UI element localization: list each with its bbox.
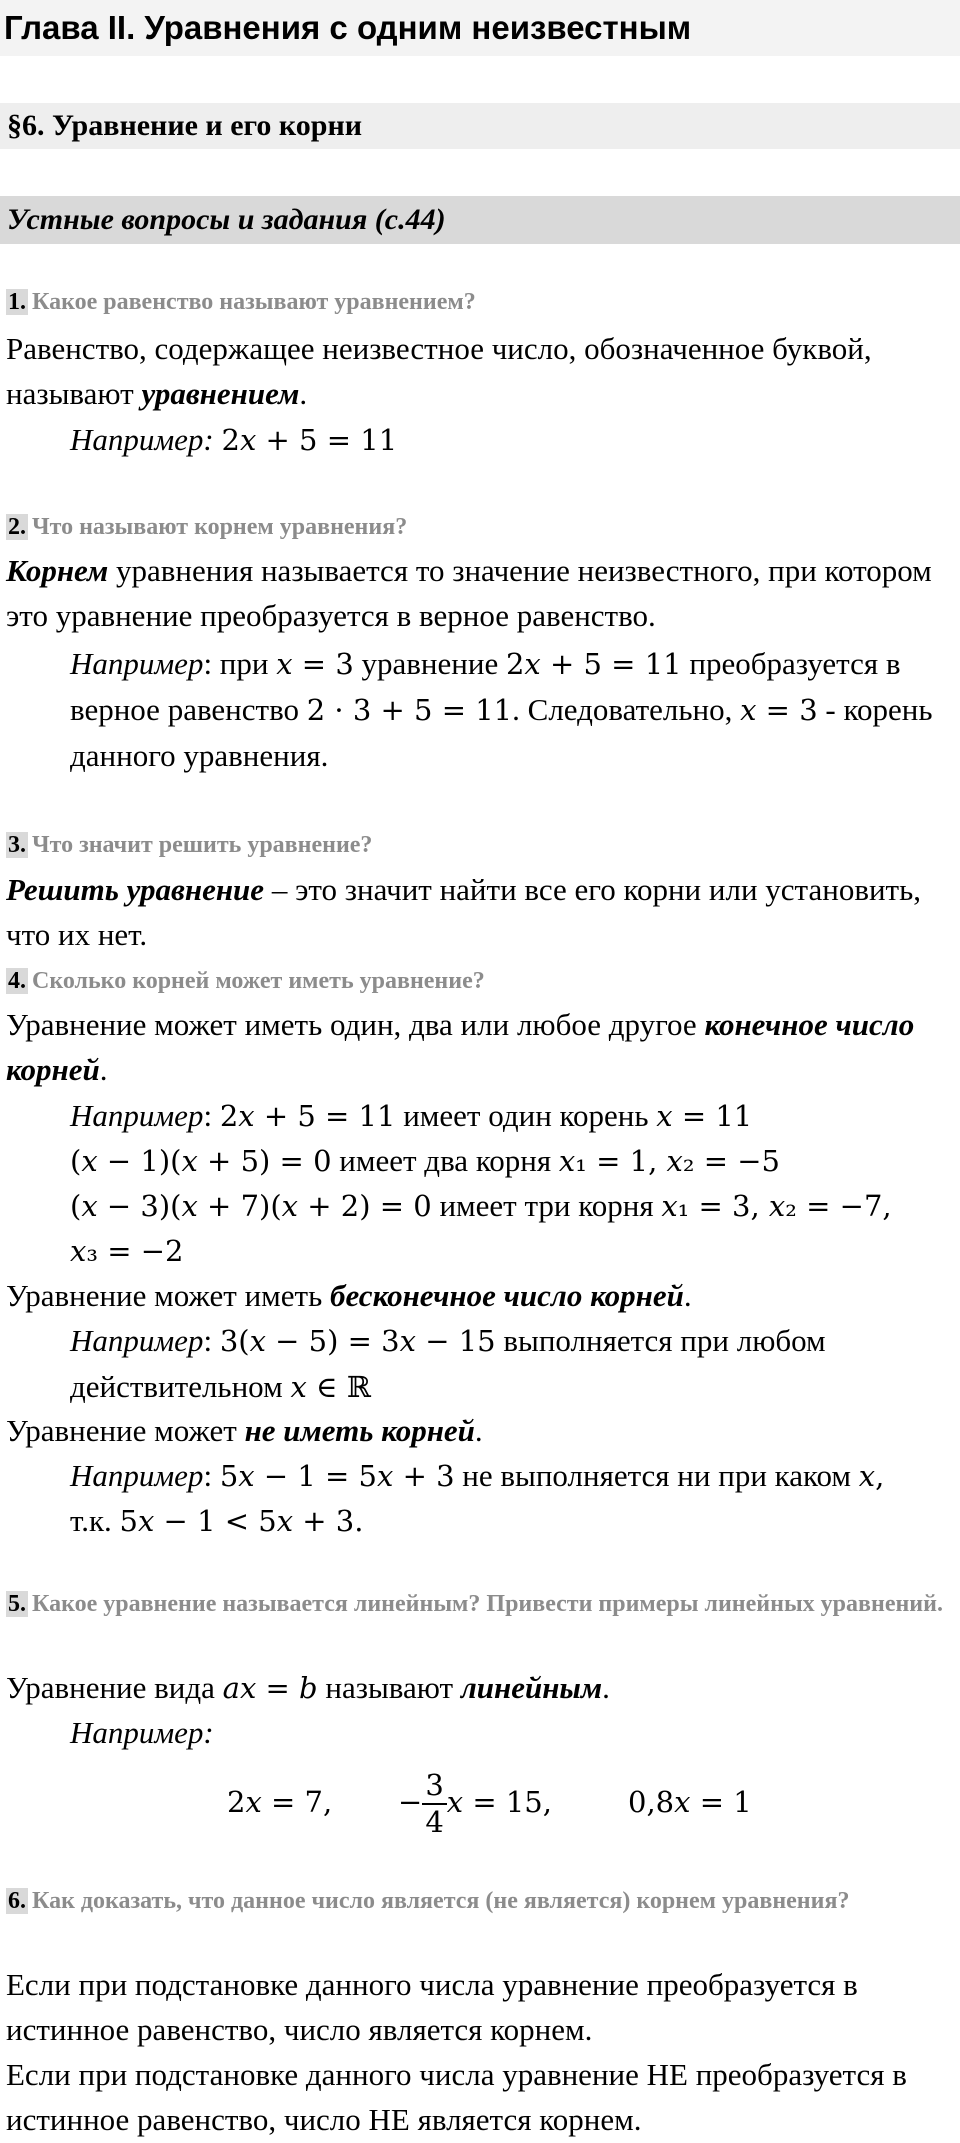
question-4 [6, 962, 946, 1000]
question-number: 1. [8, 289, 26, 315]
text: преобразуется в верное равенство [70, 646, 901, 727]
example-2 [70, 641, 950, 778]
answer-text: Уравнение может иметь один, два или любое другое [6, 1007, 705, 1042]
punct: . [474, 1413, 483, 1448]
formula: 2𝑥 + 5 = 11 [219, 1099, 396, 1133]
formula: 𝑥 = 11 [656, 1099, 753, 1133]
formula: 𝑥₁ = 1, 𝑥₂ = −5 [558, 1144, 780, 1178]
formula: 2𝑥 + 5 = 11 [505, 647, 682, 681]
example-label: Например [70, 1458, 204, 1493]
answer-4b [6, 1273, 950, 1318]
formula: 𝑎𝑥 = 𝑏 [222, 1671, 318, 1705]
question-2 [6, 508, 946, 546]
formula: 5𝑥 − 1 < 5𝑥 + 3. [119, 1504, 364, 1538]
answer-text: Равенство, содержащее неизвестное число, обозначенное буквой, называют [6, 331, 872, 411]
equation-2x-7: 2𝑥 = 7, [227, 1785, 333, 1819]
example-label: Например [70, 1323, 204, 1358]
example-label: Например [70, 1098, 204, 1133]
answer-6b: Если при подстановке данного числа уравнение НЕ преобразуется в истинное равенство, число НЕ является корнем. [6, 2057, 907, 2137]
answer-3 [6, 867, 950, 957]
formula: 𝑥₃ = −2 [70, 1234, 184, 1268]
term: не иметь корней [244, 1413, 475, 1448]
punct: : [203, 1098, 220, 1133]
answer-text: уравнения называется то значение неизвестного, при котором это уравнение преобразуется в верное равенство. [6, 553, 932, 633]
example-1 [70, 417, 950, 463]
numerator: 3 [422, 1771, 446, 1805]
example-label: Например: [70, 1715, 214, 1750]
punct: . [602, 1670, 610, 1705]
fraction-3-4 [422, 1768, 446, 1839]
answer-text: – это значит найти все его корни или установить, что их нет. [6, 872, 921, 952]
question-text: Какое уравнение называется линейным? Привести примеры линейных уравнений. [32, 1591, 943, 1617]
answer-6a: Если при подстановке данного числа уравнение преобразуется в истинное равенство, число является корнем. [6, 1967, 858, 2047]
question-text: Сколько корней может иметь уравнение? [32, 968, 485, 994]
text: . Следовательно, [512, 692, 741, 727]
formula: 2 · 3 + 5 = 11 [306, 693, 513, 727]
example-label: Например [70, 646, 204, 681]
formula: 2𝑥 + 5 = 11 [221, 423, 398, 457]
term: Решить уравнение [6, 872, 265, 907]
punct: : [203, 1458, 220, 1493]
example-4-5 [70, 1453, 950, 1499]
minus-sign: − [398, 1785, 423, 1819]
answer-5 [6, 1665, 950, 1711]
denominator: 4 [425, 1805, 444, 1839]
question-text: Что значит решить уравнение? [32, 832, 373, 858]
equation-0-8x-1: 0,8𝑥 = 1 [628, 1785, 752, 1819]
punct: . [683, 1278, 692, 1313]
punct: . [99, 1052, 108, 1087]
formula: 𝑥 = 3 [740, 693, 818, 727]
example-4-2 [70, 1138, 950, 1184]
text: уравнение [353, 646, 506, 681]
answer-text: Уравнение может иметь [6, 1278, 330, 1313]
question-text: Что называют корнем уравнения? [32, 514, 408, 540]
question-1 [6, 283, 946, 321]
text: имеет три корня [431, 1188, 662, 1223]
punct: : [203, 1323, 220, 1358]
chapter-title: Глава II. Уравнения с одним неизвестным [0, 0, 960, 56]
term: Корнем [6, 553, 109, 588]
question-number: 2. [8, 514, 26, 540]
text: не выполняется ни при каком [454, 1458, 859, 1493]
text: - корень данного уравнения. [70, 692, 933, 773]
example-4-1 [70, 1093, 950, 1139]
example-4-4 [70, 1318, 950, 1410]
example-4-3b [70, 1228, 950, 1274]
formula: 5𝑥 − 1 = 5𝑥 + 3 [219, 1459, 455, 1493]
equation-fraction [398, 1758, 552, 1846]
term: бесконечное число корней [329, 1278, 684, 1313]
text: : при [203, 646, 277, 681]
answer-text: Уравнение вида [6, 1670, 223, 1705]
question-number: 5. [8, 1591, 26, 1617]
question-6 [6, 1882, 946, 1920]
question-number: 3. [8, 832, 26, 858]
question-text: Какое равенство называют уравнением? [32, 289, 476, 315]
formula: 𝑥 = 3 [276, 647, 354, 681]
term: конечное число корней [6, 1007, 915, 1087]
term: линейным [460, 1670, 603, 1705]
section-title: §6. Уравнение и его корни [0, 103, 960, 149]
formula: 3(𝑥 − 5) = 3𝑥 − 15 [219, 1324, 496, 1358]
text: называют [317, 1670, 461, 1705]
answer-1 [6, 326, 950, 416]
question-number: 6. [8, 1888, 26, 1914]
question-3 [6, 826, 946, 864]
answer-4c [6, 1408, 950, 1453]
example-label: Например: [70, 422, 214, 457]
example-4-3 [70, 1183, 950, 1229]
text: т.к. [70, 1503, 120, 1538]
term: уравнением [141, 376, 300, 411]
example-4-5b [70, 1498, 950, 1544]
formula: (𝑥 − 3)(𝑥 + 7)(𝑥 + 2) = 0 [70, 1189, 432, 1223]
subsection-title: Устные вопросы и задания (с.44) [0, 196, 960, 244]
answer-2 [6, 548, 950, 638]
text: имеет два корня [331, 1143, 559, 1178]
formula: 𝑥 ∈ ℝ [290, 1370, 371, 1404]
example-5-label [70, 1710, 950, 1755]
question-number: 4. [8, 968, 26, 994]
answer-text: Уравнение может [6, 1413, 245, 1448]
formula: 𝑥 = 15, [446, 1785, 552, 1819]
punct: . [299, 376, 308, 411]
text: имеет один корень [395, 1098, 657, 1133]
formula: (𝑥 − 1)(𝑥 + 5) = 0 [70, 1144, 332, 1178]
question-text: Как доказать, что данное число является (не является) корнем уравнения? [32, 1888, 850, 1914]
question-5 [6, 1585, 946, 1623]
text: выполняется при любом действительном [70, 1323, 826, 1404]
formula: 𝑥₁ = 3, 𝑥₂ = −7, [661, 1189, 892, 1223]
formula: 𝑥, [858, 1459, 885, 1493]
answer-4a [6, 1002, 950, 1092]
